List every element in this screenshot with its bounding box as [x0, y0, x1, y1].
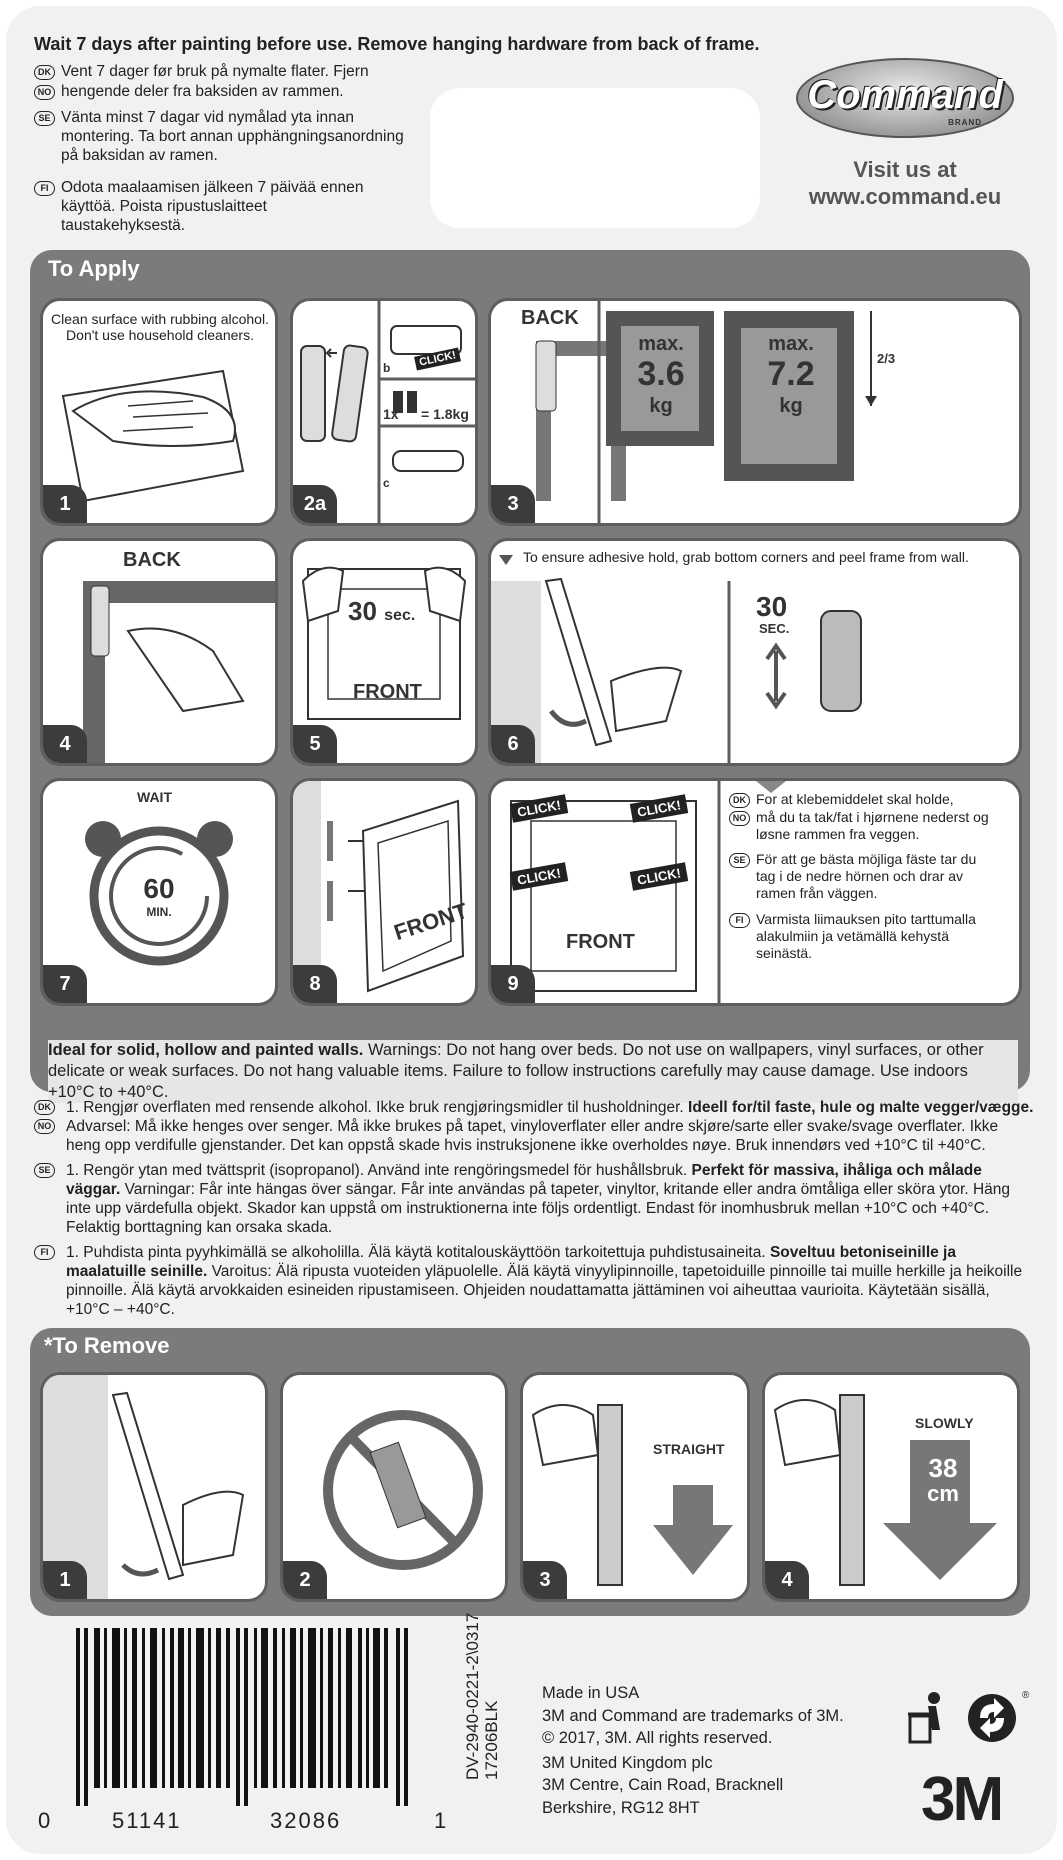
product-code-1: DV-2940-0221-2\0317: [463, 1612, 482, 1780]
registered-mark: ®: [1022, 1690, 1030, 1701]
made-line-3: © 2017, 3M. All rights reserved.: [542, 1729, 773, 1747]
unit-2: kg: [779, 395, 803, 417]
trans-dk-a: 1. Rengjør overflaten med rensende alkohol. Ikke bruk rengjøringsmidler til husholdninger.: [66, 1099, 689, 1116]
hang-hole: [430, 88, 760, 228]
max-label-1: max.: [638, 333, 684, 355]
step-5-number: 5: [293, 725, 337, 763]
straight-label: STRAIGHT: [653, 1441, 725, 1457]
step-1-number: 1: [43, 485, 87, 523]
made-line-1: Made in USA: [542, 1684, 640, 1702]
lang-fi: [34, 178, 381, 235]
label-c: c: [383, 476, 390, 490]
back-label-4: BACK: [123, 549, 181, 571]
lang-fi-text: Odota maalaamisen jälkeen 7 päivää ennen käyttöä. Poista ripustuslaitteet taustakehyksestä.: [61, 179, 364, 234]
remove-step-4-panel: [762, 1372, 1020, 1602]
side-lang-fi: [729, 911, 996, 962]
warnings-bold: Ideal for solid, hollow and painted walls.: [48, 1041, 364, 1059]
trans-dk-b: Ideell for/til faste, hule og malte vegger/vægge.: [688, 1099, 1034, 1116]
step-4-panel: [40, 538, 278, 766]
front-label-9: FRONT: [566, 931, 635, 953]
manufacturer-info: [542, 1682, 844, 1819]
warnings-rest: Warnings: Do not hang over beds. Do not use on wallpapers, vinyl surfaces, or other delicate or weak surfaces. Do not hang valuable items. Failure to follow instructions carefully may cause damage. Use indoors +10°C to +40°C.: [48, 1041, 984, 1101]
height-fraction: 2/3: [877, 351, 896, 366]
translation-se: [34, 1161, 1034, 1237]
remove-step-2-number: 2: [283, 1561, 327, 1599]
step-2-number: 2a: [293, 485, 337, 523]
label-b: b: [383, 361, 391, 375]
step-8-number: 8: [293, 965, 337, 1003]
apply-heading: To Apply: [48, 256, 140, 281]
side-lang-dk: [729, 791, 954, 808]
step-7-panel: [40, 778, 278, 1006]
translation-dk-no: [34, 1098, 1034, 1155]
visit-text: [790, 156, 1020, 210]
remove-step-3-panel: [520, 1372, 750, 1602]
badge-no: NO: [34, 85, 55, 100]
visit-url: www.command.eu: [808, 184, 1002, 209]
peel-frame-illustration: [491, 541, 1019, 763]
remove-step-2-panel: [280, 1372, 508, 1602]
trans-badge-fi: FI: [34, 1245, 55, 1260]
trans-fi-b: Soveltuu betoniseinille ja maalatuille seinille.: [66, 1244, 956, 1280]
front-label-8: FRONT: [390, 897, 471, 946]
remove-step-1-number: 1: [43, 1561, 87, 1599]
trans-fi-a: 1. Puhdista pinta pyyhkimällä se alkoholilla. Älä käytä kotitalouskäyttöön tarkoitettuja puhdistusaineita.: [66, 1244, 770, 1261]
max-label-2: max.: [768, 333, 814, 355]
lang-dk: [34, 62, 369, 81]
warnings-text: [48, 1040, 1018, 1103]
unit-1: kg: [649, 395, 673, 417]
click-badge-3: CLICK!: [510, 862, 568, 890]
side-badge-se: SE: [729, 853, 750, 868]
weight-1: 3.6: [637, 355, 685, 393]
lang-se: [34, 108, 421, 165]
visit-line: Visit us at: [853, 157, 957, 182]
slowly-label: SLOWLY: [915, 1415, 974, 1431]
barcode-digit-check: 1: [434, 1808, 449, 1833]
back-label: BACK: [521, 307, 579, 329]
hold-seconds-unit: SEC.: [759, 621, 790, 636]
barcode-digits-left: 51141: [112, 1808, 182, 1833]
logo-brand: Command: [807, 73, 1003, 117]
badge-fi: FI: [34, 181, 55, 196]
weight-2: 7.2: [767, 355, 815, 393]
step-9-number: 9: [491, 965, 535, 1003]
step-8-panel: [290, 778, 478, 1006]
step-6-panel: [488, 538, 1022, 766]
remove-step-3-number: 3: [523, 1561, 567, 1599]
pull-distance: 38: [928, 1453, 958, 1483]
step-6-number: 6: [491, 725, 535, 763]
trans-dk-c: Advarsel: Må ikke henges over senger. Må ikke brukes på tapet, vinyloverflater eller andre skjøre/sarte eller svake/svage overflater. Ikke heng opp verdifulle gjenstander. Det kan oppstå skade hvis instruksjonene ikke overholdes nøye. Bruk innendørs ved +10°C til +40°C.: [66, 1118, 999, 1154]
side-lang-se-text: För att ge bästa möjliga fäste tar du tag i de nedre hörnen och drar av ramen från väggen.: [756, 851, 977, 901]
made-line-2: 3M and Command are trademarks of 3M.: [542, 1706, 844, 1725]
badge-se: SE: [34, 111, 55, 126]
side-badge-dk: DK: [729, 793, 750, 808]
barcode-icon: [68, 1628, 428, 1806]
hold-seconds: 30: [756, 591, 788, 622]
frame-back-illustration: [491, 301, 1019, 523]
click-badge-2: CLICK!: [630, 794, 688, 822]
translation-fi: [34, 1243, 1034, 1319]
remove-step-4-number: 4: [765, 1561, 809, 1599]
badge-dk: DK: [34, 65, 55, 80]
side-lang-no-text: må du ta tak/fat i hjørnene nederst og løsne rammen fra veggen.: [756, 809, 989, 842]
apply-section: [30, 250, 1030, 1101]
step-1-text: Clean surface with rubbing alcohol. Don't use household cleaners.: [51, 311, 269, 343]
step-2-panel: [290, 298, 478, 526]
side-badge-fi: FI: [729, 913, 750, 928]
step-1-panel: [40, 298, 278, 526]
trans-se-c: Varningar: Får inte hängas över sängar. Får inte användas på tapeter, vinyltor, kritande eller andra ömtåliga eller sköra ytor. Häng inte upp värdefulla objekt. Skador kan uppstå om instruktionerna inte följs ordentligt. Endast för inomhusbruk mellan +10°C och +40°C. Felaktig borttagning kan orsaka skada.: [66, 1181, 1011, 1236]
weight-kg: = 1.8kg: [421, 406, 469, 422]
side-lang-se: [729, 851, 996, 902]
side-lang-no: [729, 809, 996, 843]
click-badge: CLICK!: [414, 347, 461, 370]
weight-count: 1x: [383, 406, 399, 422]
wait-minutes: 60: [143, 873, 175, 904]
click-badge-4: CLICK!: [630, 862, 688, 890]
lang-no: [34, 82, 344, 101]
seconds-number: 30: [348, 596, 377, 626]
made-line-6: Berkshire, RG12 8HT: [542, 1798, 700, 1817]
top-warning: Wait 7 days after painting before use. Remove hanging hardware from back of frame.: [34, 34, 760, 54]
trans-badge-no: NO: [34, 1119, 55, 1134]
product-codes: [463, 1613, 501, 1780]
lang-dk-text: Vent 7 dager før bruk på nymalte flater. Fjern: [61, 63, 369, 80]
pull-distance-unit: cm: [927, 1481, 959, 1506]
translations: [34, 1098, 1034, 1319]
side-lang-dk-text: For at klebemiddelet skal holde,: [756, 791, 954, 807]
remove-section: [30, 1328, 1030, 1616]
made-line-4: 3M United Kingdom plc: [542, 1753, 713, 1772]
trans-badge-dk: DK: [34, 1100, 55, 1115]
step-6-note: To ensure adhesive hold, grab bottom corners and peel frame from wall.: [523, 549, 969, 565]
trans-fi-c: Varoitus: Älä ripusta vuoteiden yläpuolelle. Älä käytä vinyylipinnoille, tapetoiduille pinnoille tai muille herkille ja heikoille pinnoille. Älä käytä arvokkaiden esineiden ripustamiseen. Ohjeiden noudattamatta jättäminen voi aiheuttaa vaurioita. Käytetään sisällä, +10°C – +40°C.: [66, 1263, 1023, 1318]
lang-no-text: hengende deler fra baksiden av rammen.: [61, 83, 344, 100]
step-3-number: 3: [491, 485, 535, 523]
seconds-value: [348, 596, 415, 627]
trans-badge-se: SE: [34, 1163, 55, 1178]
side-lang-fi-text: Varmista liimauksen pito tarttumalla alakulmiin ja vetämällä kehystä seinästä.: [756, 911, 976, 961]
green-dot-icon: [966, 1690, 1022, 1746]
trans-se-b: Perfekt för massiva, ihåliga och målade väggar.: [66, 1162, 982, 1198]
side-badge-no: NO: [729, 811, 750, 826]
brand-logo-3m: 3M: [921, 1765, 1002, 1834]
click-badge-1: CLICK!: [510, 794, 568, 822]
step-3-panel: [488, 298, 1022, 526]
step-4-number: 4: [43, 725, 87, 763]
front-label-5: FRONT: [353, 681, 422, 703]
lang-se-text: Vänta minst 7 dagar vid nymålad yta innan montering. Ta bort annan upphängningsanordning på baksidan av ramen.: [61, 109, 404, 164]
product-code-2: 17206BLK: [482, 1700, 501, 1780]
wait-minutes-unit: MIN.: [146, 905, 172, 919]
recycle-bin-icon: [906, 1690, 946, 1748]
step-7-number: 7: [43, 965, 87, 1003]
command-logo: [796, 58, 1014, 138]
step-5-panel: [290, 538, 478, 766]
remove-heading: *To Remove: [44, 1333, 170, 1358]
wait-label: WAIT: [137, 789, 172, 805]
trans-se-a: 1. Rengör ytan med tvättsprit (isopropanol). Använd inte rengöringsmedel för hushållsbruk.: [66, 1162, 692, 1179]
remove-step-1-panel: [40, 1372, 268, 1602]
seconds-unit: sec.: [384, 607, 416, 624]
made-line-5: 3M Centre, Cain Road, Bracknell: [542, 1776, 784, 1794]
logo-sub: BRAND: [948, 118, 982, 127]
barcode-digit-lead: 0: [38, 1808, 53, 1833]
barcode-digits-right: 32086: [270, 1808, 342, 1833]
step-9-panel: [488, 778, 1022, 1006]
